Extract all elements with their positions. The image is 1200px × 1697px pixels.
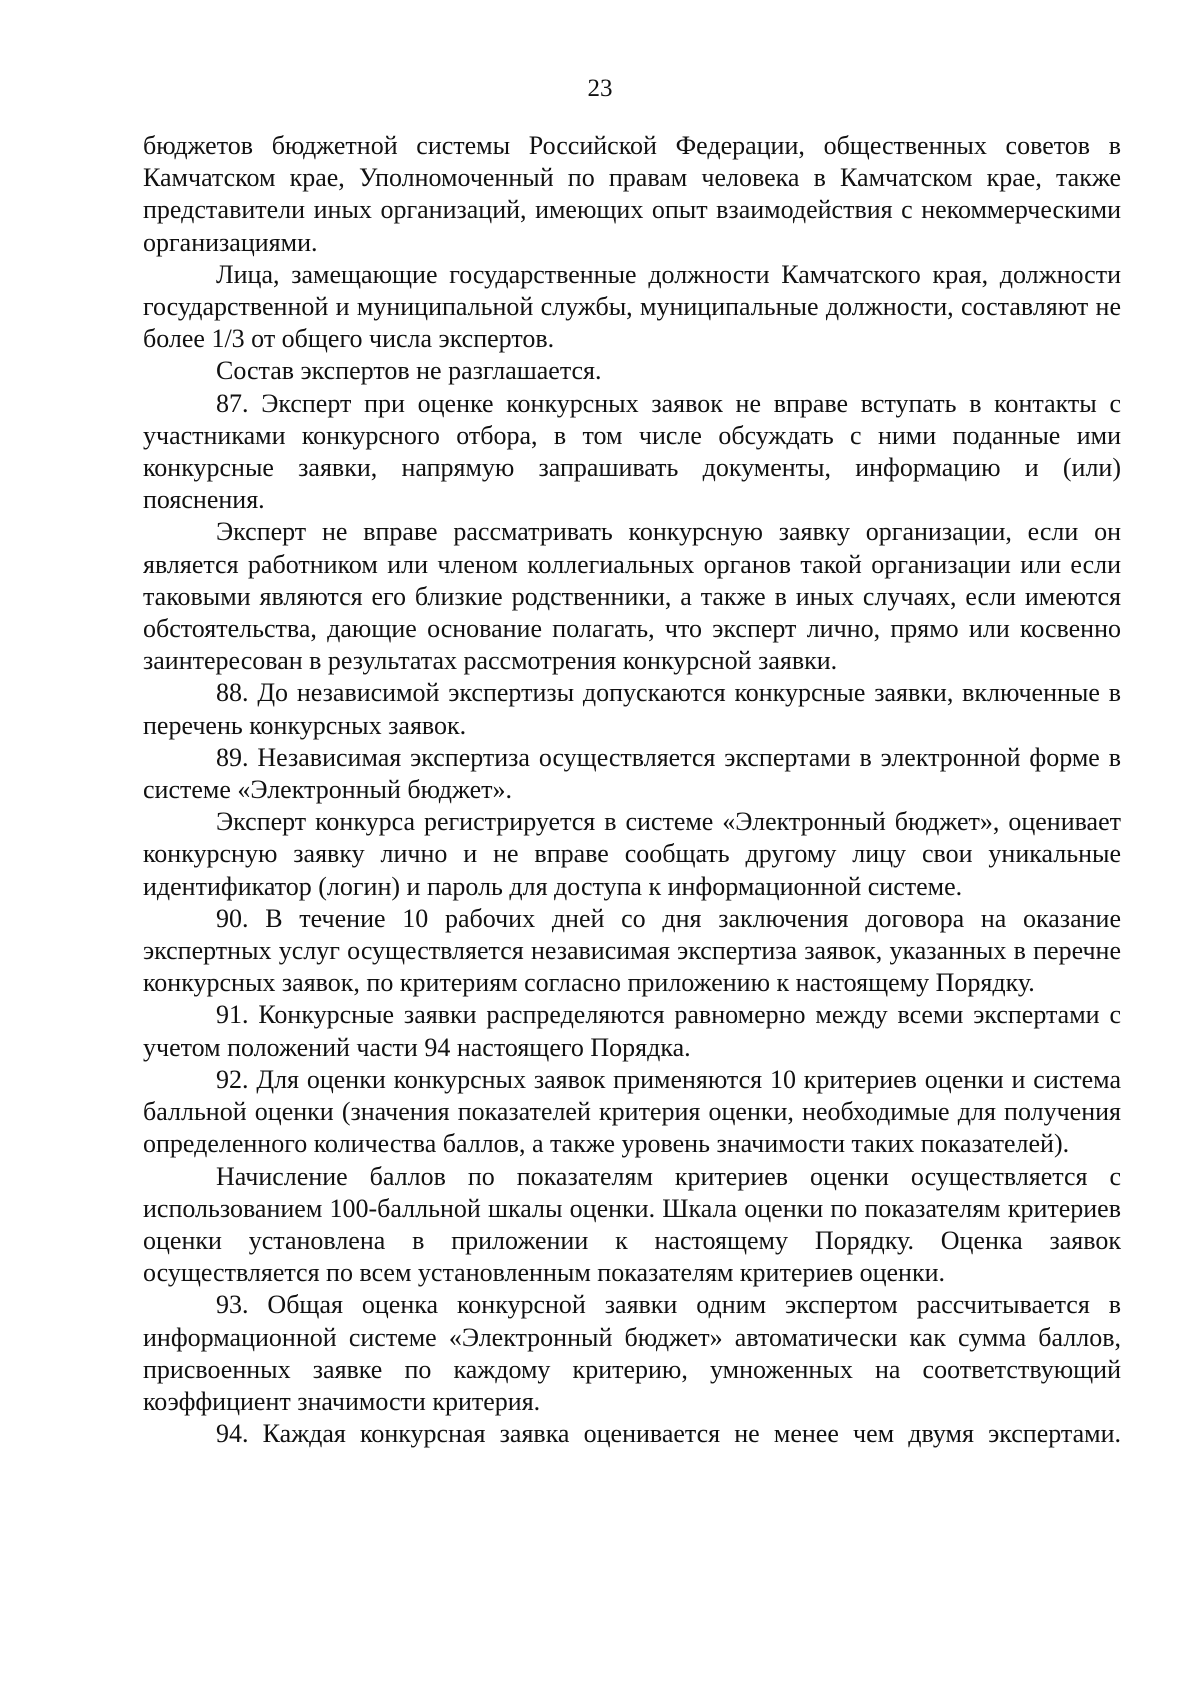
paragraph: Лица, замещающие государственные должности Камчатского края, должности государственной и муниципальной службы, муниципальные должности, составляют не более 1/3 от общего числа экспертов. [143, 259, 1121, 354]
paragraph: Эксперт конкурса регистрируется в системе «Электронный бюджет», оценивает конкурсную заявку лично и не вправе сообщать другому лицу свои уникальные идентификатор (логин) и пароль для доступа к информационной системе. [143, 807, 1121, 901]
paragraph: Начисление баллов по показателям критериев оценки осуществляется с использованием 100-балльной шкалы оценки. Шкала оценки по показателям критериев оценки установлена в приложении к настоящему Порядку. Оценка заявок осуществляется по всем установленным показателям критериев оценки. [143, 1161, 1121, 1288]
paragraph-item-87: 87. Эксперт при оценке конкурсных заявок не вправе вступать в контакты с участниками конкурсного отбора, в том числе обсуждать с ними поданные ими конкурсные заявки, напрямую запрашивать документы, информацию и (или) пояснения. [143, 388, 1121, 515]
paragraph-item-89: 89. Независимая экспертиза осуществляется экспертами в электронной форме в системе «Электронный бюджет». [143, 742, 1121, 805]
paragraph: Эксперт не вправе рассматривать конкурсную заявку организации, если он является работником или членом коллегиальных органов такой организации или если таковыми являются его близкие родственники, а также в иных случаях, если имеются обстоятельства, дающие основание полагать, что эксперт лично, прямо или косвенно заинтересован в результатах рассмотрения конкурсной заявки. [143, 517, 1121, 676]
paragraph-item-93: 93. Общая оценка конкурсной заявки одним экспертом рассчитывается в информационной системе «Электронный бюджет» автоматически как сумма баллов, присвоенных заявке по каждому критерию, умноженных на соответствующий коэффициент значимости критерия. [143, 1290, 1121, 1416]
paragraph-item-94: 94. Каждая конкурсная заявка оценивается не менее чем двумя экспертами. [216, 1419, 1121, 1449]
paragraph-item-91: 91. Конкурсные заявки распределяются равномерно между всеми экспертами с учетом положений части 94 настоящего Порядка. [143, 1000, 1121, 1062]
document-body [143, 130, 1121, 1450]
paragraph-item-92: 92. Для оценки конкурсных заявок применяются 10 критериев оценки и система балльной оценки (значения показателей критерия оценки, необходимые для получения определенного количества баллов, а также уровень значимости таких показателей). [143, 1064, 1121, 1159]
page-number: 23 [587, 75, 613, 102]
paragraph: бюджетов бюджетной системы Российской Федерации, общественных советов в Камчатском крае, Уполномоченный по правам человека в Камчатском крае, также представители иных организаций, имеющих опыт взаимодействия с некоммерческими организациями. [143, 131, 1121, 257]
paragraph: Состав экспертов не разглашается. [216, 356, 602, 386]
paragraph-item-88: 88. До независимой экспертизы допускаются конкурсные заявки, включенные в перечень конкурсных заявок. [143, 678, 1121, 740]
paragraph-item-90: 90. В течение 10 рабочих дней со дня заключения договора на оказание экспертных услуг осуществляется независимая экспертиза заявок, указанных в перечне конкурсных заявок, по критериям согласно приложению к настоящему Порядку. [143, 903, 1121, 998]
